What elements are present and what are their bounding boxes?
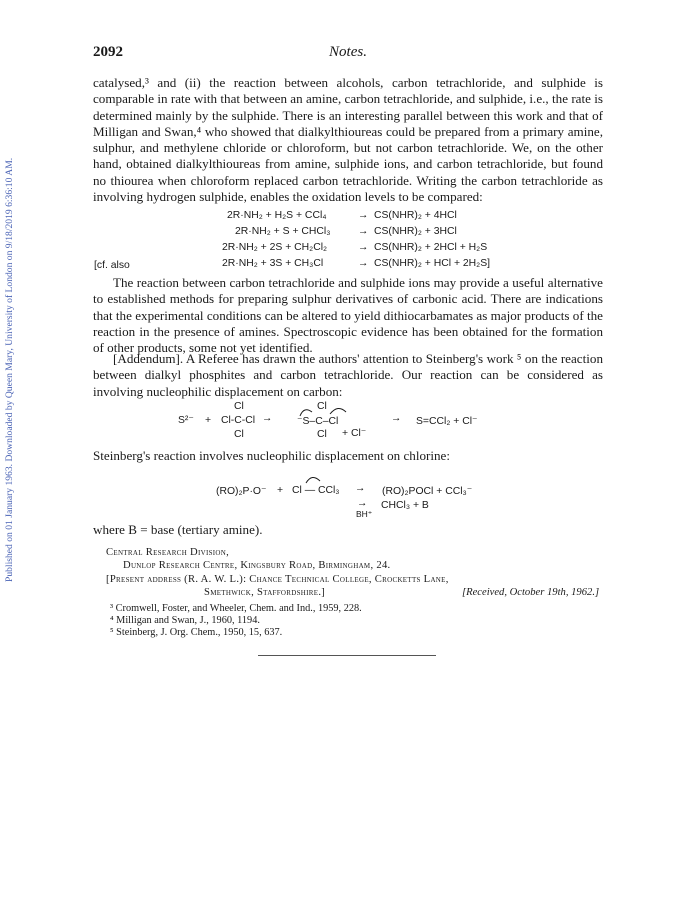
equation-2-lhs: 2R·NH₂ + S + CHCl₃ xyxy=(235,226,331,237)
sulphide-ion: S²⁻ xyxy=(178,415,194,426)
paragraph-3-container xyxy=(93,351,603,400)
paragraph-3: [Addendum]. A Referee has drawn the authors' attention to Steinberg's work ⁵ on the reaction between dialkyl phosphites and carbon tetrachloride. Our reaction can be considered as involving nucleophilic displacement on carbon: xyxy=(93,351,603,399)
received-date: [Received, October 19th, 1962.] xyxy=(462,587,600,598)
download-watermark xyxy=(4,106,16,582)
ts-chloride: + Cl⁻ xyxy=(342,428,367,439)
equation-3-arrow: → xyxy=(358,242,369,253)
ccl4-top-cl: Cl xyxy=(234,401,244,412)
page-header xyxy=(93,44,603,62)
paragraph-5-container xyxy=(93,522,603,538)
ccl4-bottom-cl: Cl xyxy=(234,429,244,440)
equation-4-rhs: CS(NHR)₂ + HCl + 2H₂S] xyxy=(374,258,491,269)
paragraph-4: Steinberg's reaction involves nucleophilic displacement on chlorine: xyxy=(93,448,451,463)
scheme2-arrow-2: → xyxy=(357,498,368,509)
paragraph-2: The reaction between carbon tetrachloride and sulphide ions may provide a useful alternative to established methods for preparing sulphur derivatives of carbonic acid. There are indications that the experimental conditions can be altered to yield dithiocarbamates as major products of the reaction in the presence of amines. Spectroscopic evidence has been obtained for the formation of other products, some not yet identified. xyxy=(93,275,603,356)
footnote-4: ⁴ Milligan and Swan, J., 1960, 1194. xyxy=(110,615,260,626)
download-watermark-text: Published on 01 January 1963. Downloaded by Queen Mary, University of London on 9/18/2019 6:36:10 AM. xyxy=(4,157,15,582)
running-title: Notes. xyxy=(329,44,367,60)
equation-2-rhs: CS(NHR)₂ + 3HCl xyxy=(374,226,457,237)
ts-top-cl: Cl xyxy=(317,401,327,412)
equation-2-arrow: → xyxy=(358,226,369,237)
cf-also-label: [cf. also xyxy=(94,260,130,271)
chlorine-ccl3: Cl — CCl₃ xyxy=(292,485,340,496)
footnote-5: ⁵ Steinberg, J. Org. Chem., 1950, 15, 637. xyxy=(110,627,283,638)
equation-1-rhs: CS(NHR)₂ + 4HCl xyxy=(374,210,457,221)
scheme1-product: S=CCl₂ + Cl⁻ xyxy=(416,416,478,427)
equation-4-arrow: → xyxy=(358,258,369,269)
scheme2-product-2: CHCl₃ + B xyxy=(381,500,429,511)
address-line-3: [Present address (R. A. W. L.): Chance Technical College, Crocketts Lane, xyxy=(106,574,449,585)
scheme1-arrow-1: → xyxy=(262,413,273,424)
scheme2-plus: + xyxy=(277,485,284,496)
phosphite-anion: (RO)₂P·O⁻ xyxy=(216,486,267,497)
address-line-4: Smethwick, Staffordshire.] xyxy=(204,587,326,598)
equation-1-lhs: 2R·NH₂ + H₂S + CCl₄ xyxy=(227,210,327,221)
paragraph-1-container xyxy=(93,75,603,205)
paragraph-2-container xyxy=(93,275,603,356)
equation-4-lhs: 2R·NH₂ + 3S + CH₃Cl xyxy=(222,258,324,269)
footnote-3: ³ Cromwell, Foster, and Wheeler, Chem. and Ind., 1959, 228. xyxy=(110,603,362,614)
paragraph-1: catalysed,³ and (ii) the reaction between alcohols, carbon tetrachloride, and sulphide is comparable in rate with that between an amine, carbon tetrachloride, and sulphide, i.e., the rate is determined mainly by the sulphide. There is an interesting parallel between this work and that of Milligan and Swan,⁴ who showed that dialkylthioureas could be prepared from a primary amine, sulphur, and methylene chloride or chloroform, but not carbon tetrachloride. We, on the other hand, obtained dialkylthioureas from amine, sulphide ions, and carbon tetrachloride, but found no thiourea when chloroform replaced carbon tetrachloride. Writing the carbon tetrachloride as involving hydrogen sulphide, enables the oxidation levels to be compared: xyxy=(93,75,603,205)
equation-3-lhs: 2R·NH₂ + 2S + CH₂Cl₂ xyxy=(222,242,328,253)
ts-bottom-cl: Cl xyxy=(317,429,327,440)
carbon-tetrachloride-formula: Cl-C-Cl xyxy=(221,415,256,426)
scheme2-product-1: (RO)₂POCl + CCl₃⁻ xyxy=(382,486,473,497)
equation-3-rhs: CS(NHR)₂ + 2HCl + H₂S xyxy=(374,242,488,253)
address-line-1: Central Research Division, xyxy=(106,547,230,558)
address-line-2: Dunlop Research Centre, Kingsbury Road, Birmingham, 24. xyxy=(123,560,391,571)
scheme1-arrow-2: → xyxy=(391,413,402,424)
paragraph-5: where B = base (tertiary amine). xyxy=(93,522,263,537)
curved-arrow-icon xyxy=(304,473,324,485)
paragraph-4-container xyxy=(93,448,603,464)
end-rule xyxy=(258,655,436,656)
scheme1-plus: + xyxy=(205,415,212,426)
bh-plus-label: BH⁺ xyxy=(356,509,373,519)
transition-state: ⁻S–C–Cl xyxy=(297,416,339,427)
page-number: 2092 xyxy=(93,44,123,60)
scheme2-arrow-1: → xyxy=(355,483,366,494)
equation-1-arrow: → xyxy=(358,210,369,221)
